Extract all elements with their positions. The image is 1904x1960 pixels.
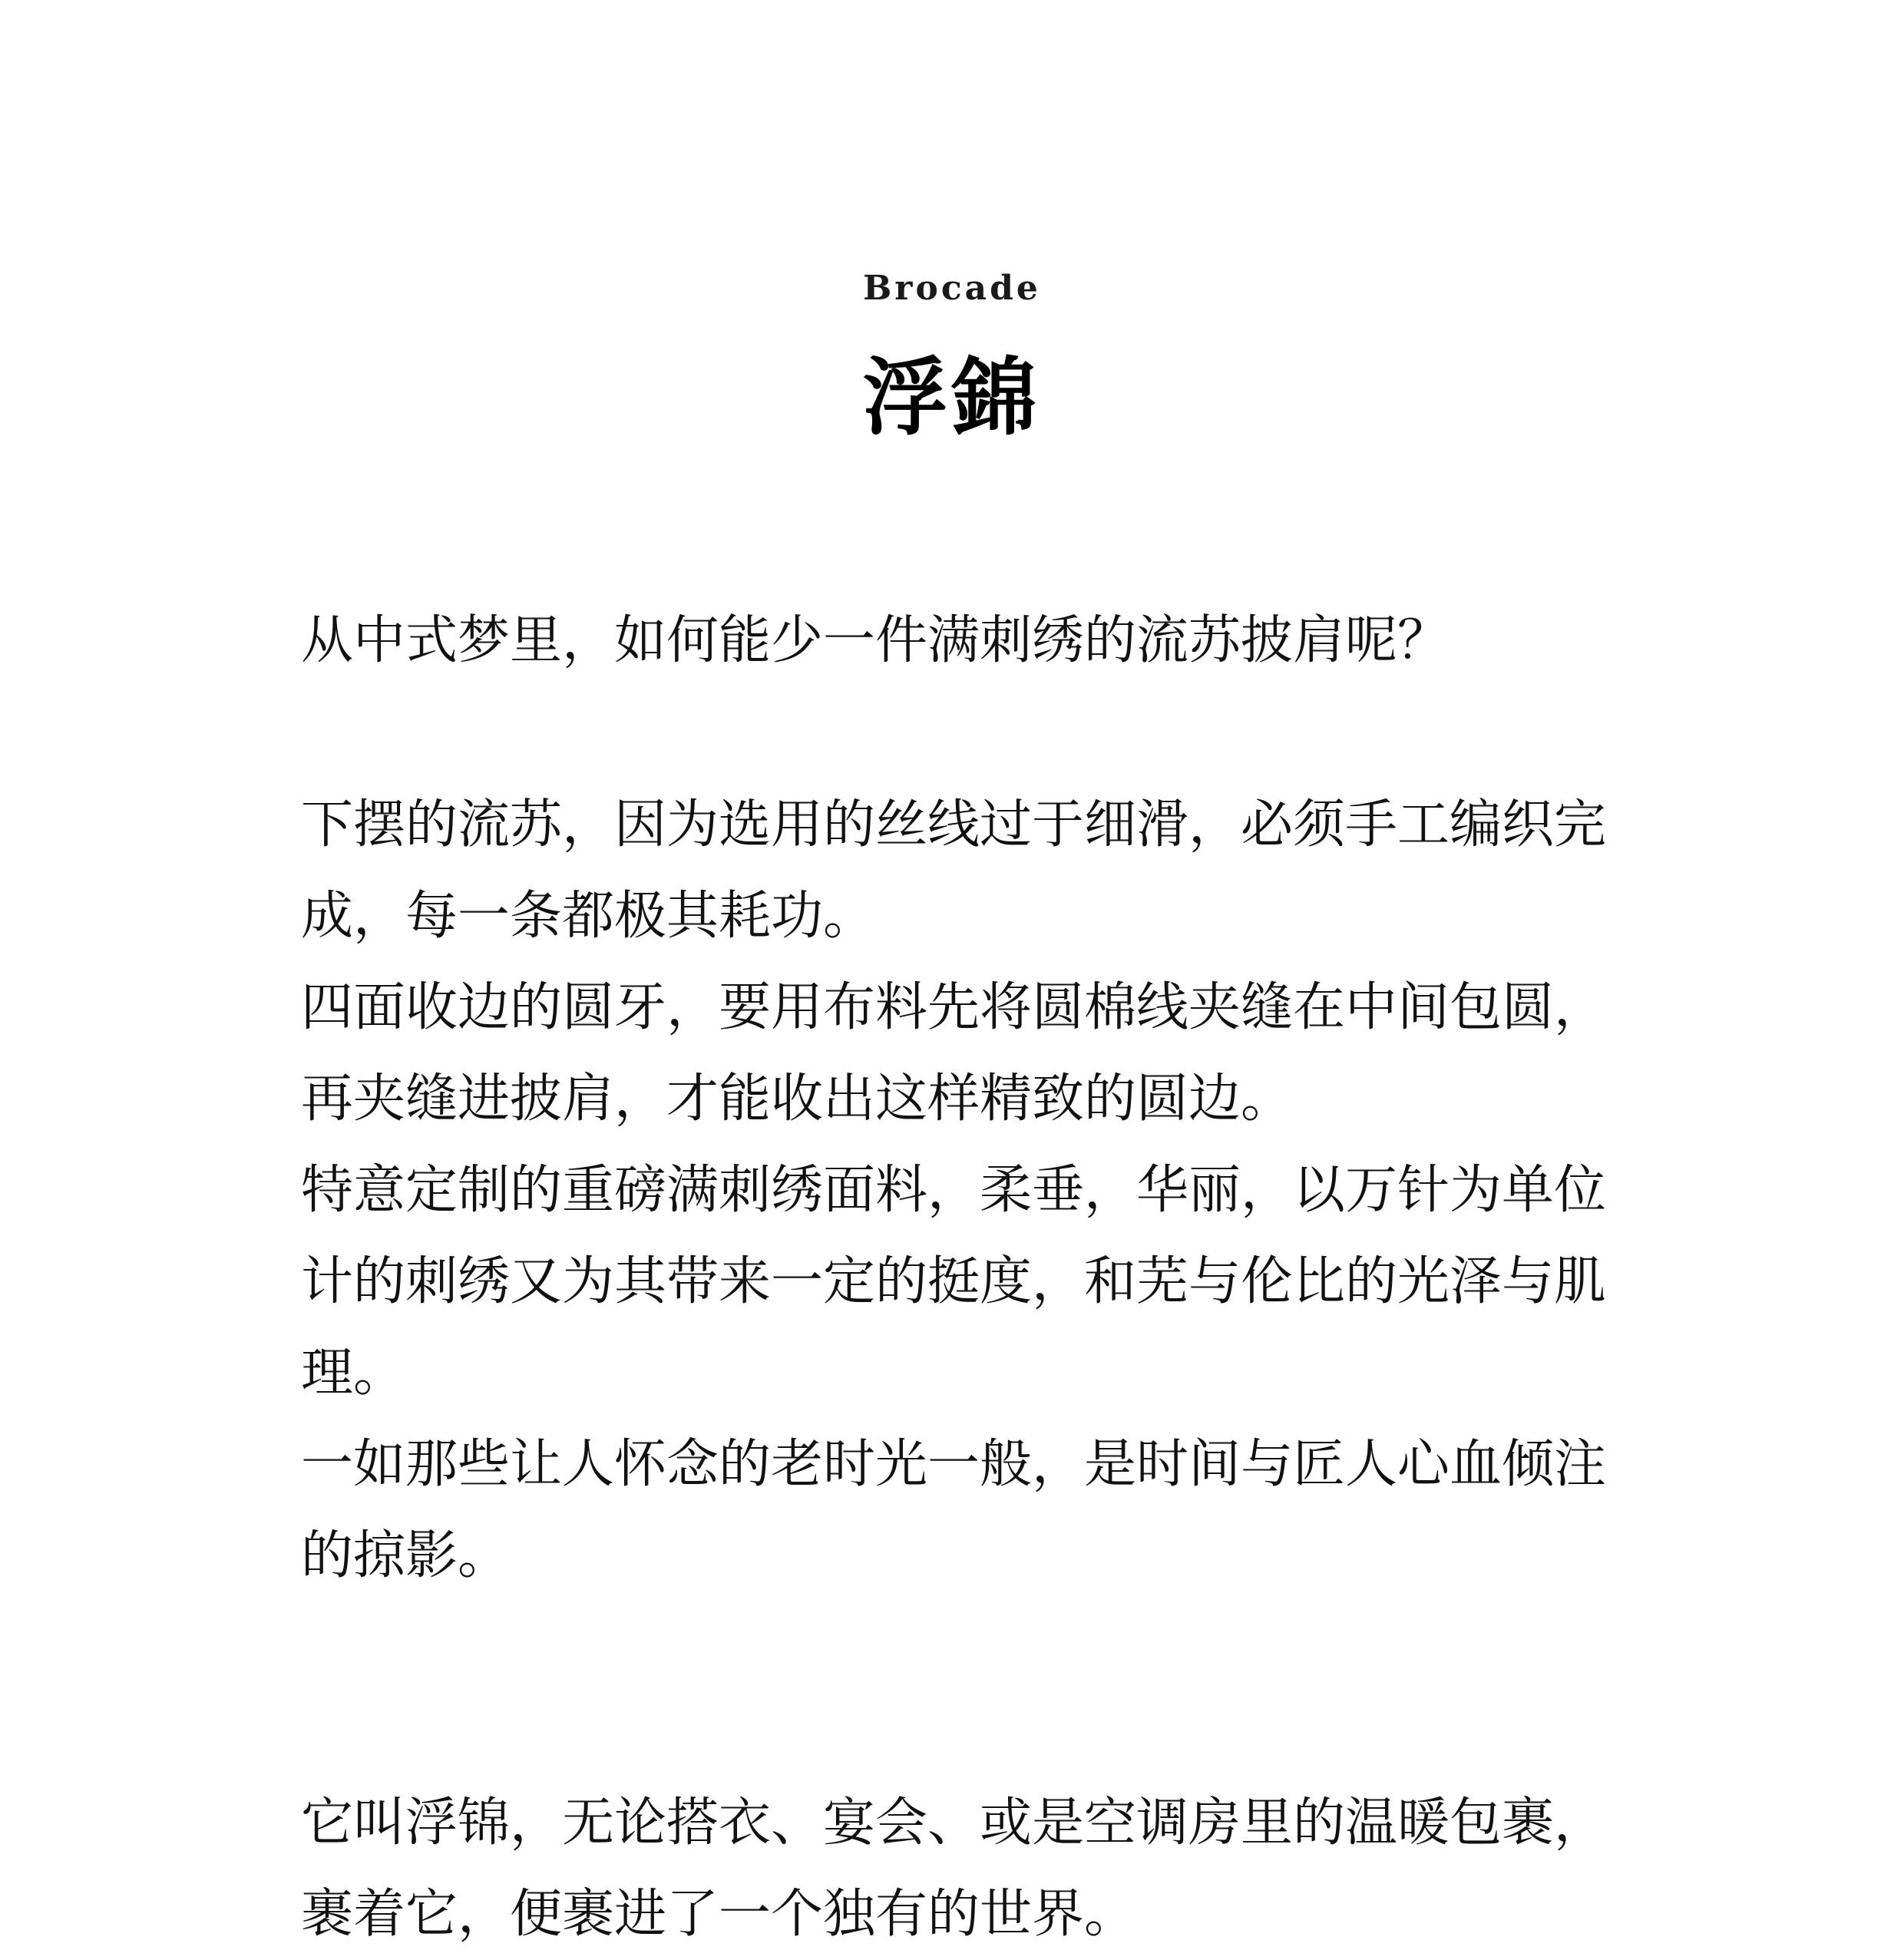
paragraph-old-times: 一如那些让人怀念的老时光一般，是时间与匠人心血倾注的掠影。 [301,1434,1607,1586]
details-section [301,779,1606,1601]
paragraph-tassel: 下摆的流苏，因为选用的丝线过于细滑，必须手工编织完成，每一条都极其耗功。 [301,795,1607,947]
paragraph-fabric: 特意定制的重磅满刺绣面料，柔垂，华丽，以万针为单位计的刺绣又为其带来一定的挺度，和芜与伦比的光泽与肌理。 [301,1160,1607,1403]
document-title: 浮錦 [863,348,1041,447]
paragraph-round-edge: 四面收边的圆牙，要用布料先将圆棉线夹缝在中间包圆，再夹缝进披肩，才能收出这样精致的圆边。 [301,977,1607,1129]
outro-paragraph: 它叫浮锦，无论搭衣、宴会、或是空调房里的温暖包裹，裹着它，便裹进了一个独有的世界。 [301,1793,1607,1945]
intro-paragraph: 从中式梦里，如何能少一件满刺绣的流苏披肩呢？ [301,610,1450,671]
english-subtitle: Brocade [863,269,1041,308]
